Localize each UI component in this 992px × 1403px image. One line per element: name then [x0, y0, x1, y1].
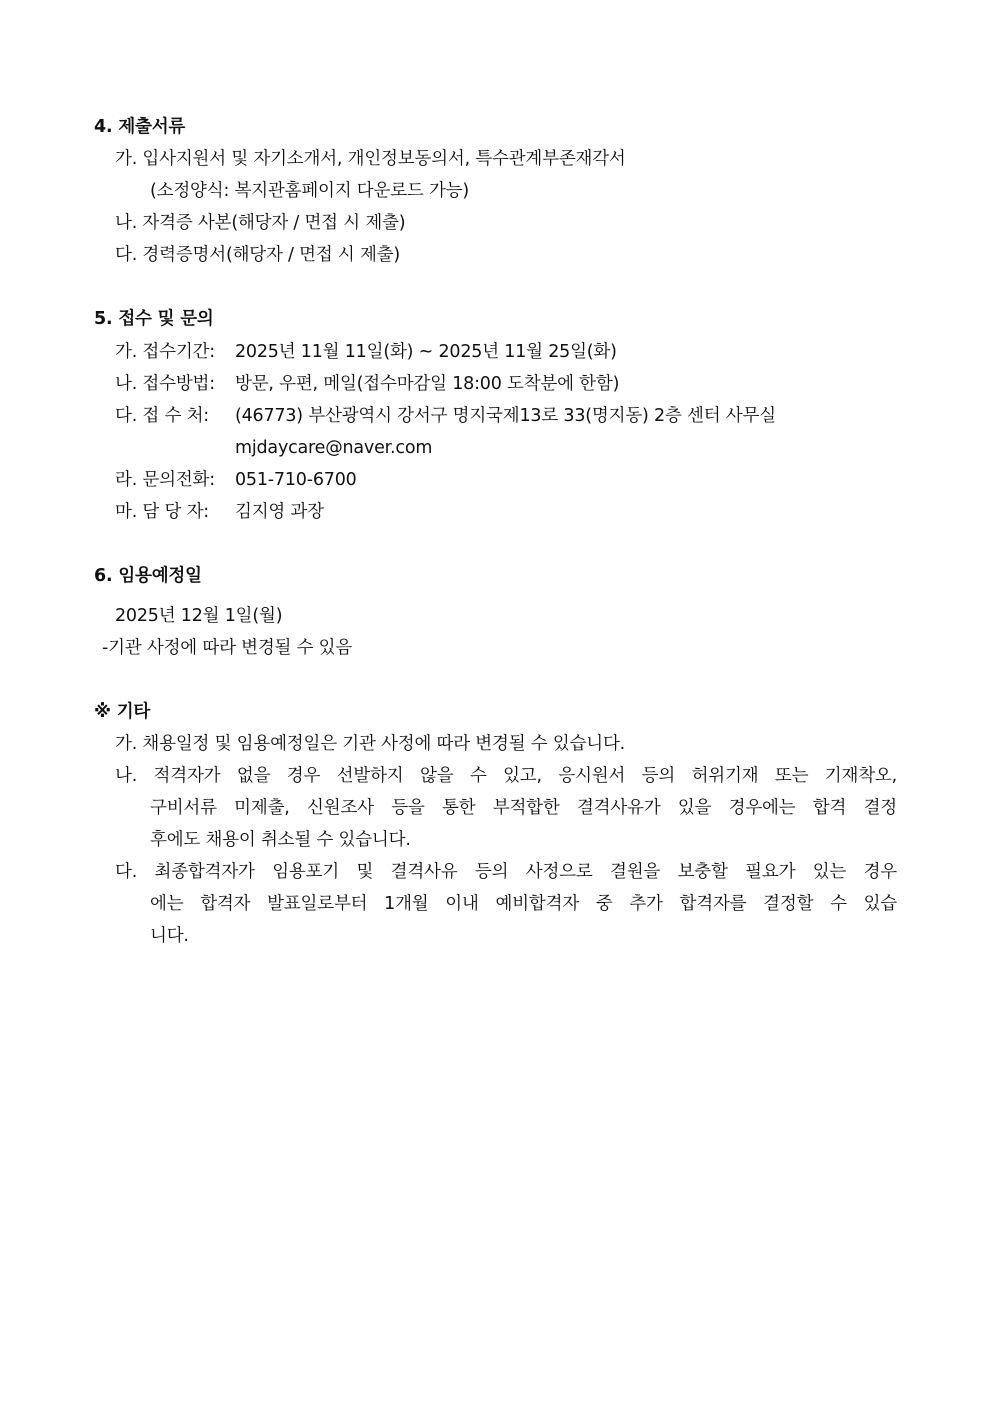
section-4-item-b: 나. 자격증 사본(해당자 / 면접 시 제출) — [115, 213, 406, 233]
section-6-date: 2025년 12월 1일(월) — [115, 606, 283, 626]
section-4-item-a-note: (소정양식: 복지관홈페이지 다운로드 가능) — [150, 181, 470, 201]
etc-line-b2: 구비서류 미제출, 신원조사 등을 통한 부적합한 결격사유가 있을 경우에는 합격 결정 — [150, 798, 897, 818]
section-5-row-phone — [115, 468, 875, 492]
section-6-title: 6. 임용예정일 — [94, 566, 202, 586]
section-4-item-c: 다. 경력증명서(해당자 / 면접 시 제출) — [115, 245, 400, 265]
section-5-row-contact — [115, 500, 875, 524]
row-label: 다. 접 수 처: — [115, 406, 209, 426]
etc-title: ※ 기타 — [94, 702, 151, 722]
etc-line-b1: 나. 적격자가 없을 경우 선발하지 않을 수 있고, 응시원서 등의 허위기재 또는 기재착오, — [115, 766, 897, 786]
section-5-row-email — [115, 436, 875, 460]
row-value: 2025년 11월 11일(화) ~ 2025년 11월 25일(화) — [235, 342, 617, 362]
row-value: 방문, 우편, 메일(접수마감일 18:00 도착분에 한함) — [235, 374, 620, 394]
etc-line-c1: 다. 최종합격자가 임용포기 및 결격사유 등의 사정으로 결원을 보충할 필요가 있는 경우 — [115, 862, 897, 882]
row-label: 나. 접수방법: — [115, 374, 215, 394]
section-4-item-a: 가. 입사지원서 및 자기소개서, 개인정보동의서, 특수관계부존재각서 — [115, 149, 626, 169]
row-label: 가. 접수기간: — [115, 342, 215, 362]
section-5-row-method — [115, 372, 875, 396]
etc-line-a: 가. 채용일정 및 임용예정일은 기관 사정에 따라 변경될 수 있습니다. — [115, 734, 626, 754]
row-value: (46773) 부산광역시 강서구 명지국제13로 33(명지동) 2층 센터 사무실 — [235, 406, 776, 426]
row-label: 마. 담 당 자: — [115, 502, 209, 522]
row-value: 김지영 과장 — [235, 502, 324, 522]
section-6-note: -기관 사정에 따라 변경될 수 있음 — [102, 638, 353, 658]
section-5-title: 5. 접수 및 문의 — [94, 309, 214, 329]
row-value: 051-710-6700 — [235, 470, 357, 490]
etc-line-c3: 니다. — [150, 926, 189, 946]
etc-line-c2: 에는 합격자 발표일로부터 1개월 이내 예비합격자 중 추가 합격자를 결정할 수 있습 — [150, 894, 897, 914]
row-label: 라. 문의전화: — [115, 470, 215, 490]
section-5-row-place — [115, 404, 875, 428]
etc-line-b3: 후에도 채용이 취소될 수 있습니다. — [150, 830, 411, 850]
section-5-row-period — [115, 340, 875, 364]
email-text: mjdaycare@naver.com — [235, 438, 433, 458]
section-4-title: 4. 제출서류 — [94, 117, 186, 137]
